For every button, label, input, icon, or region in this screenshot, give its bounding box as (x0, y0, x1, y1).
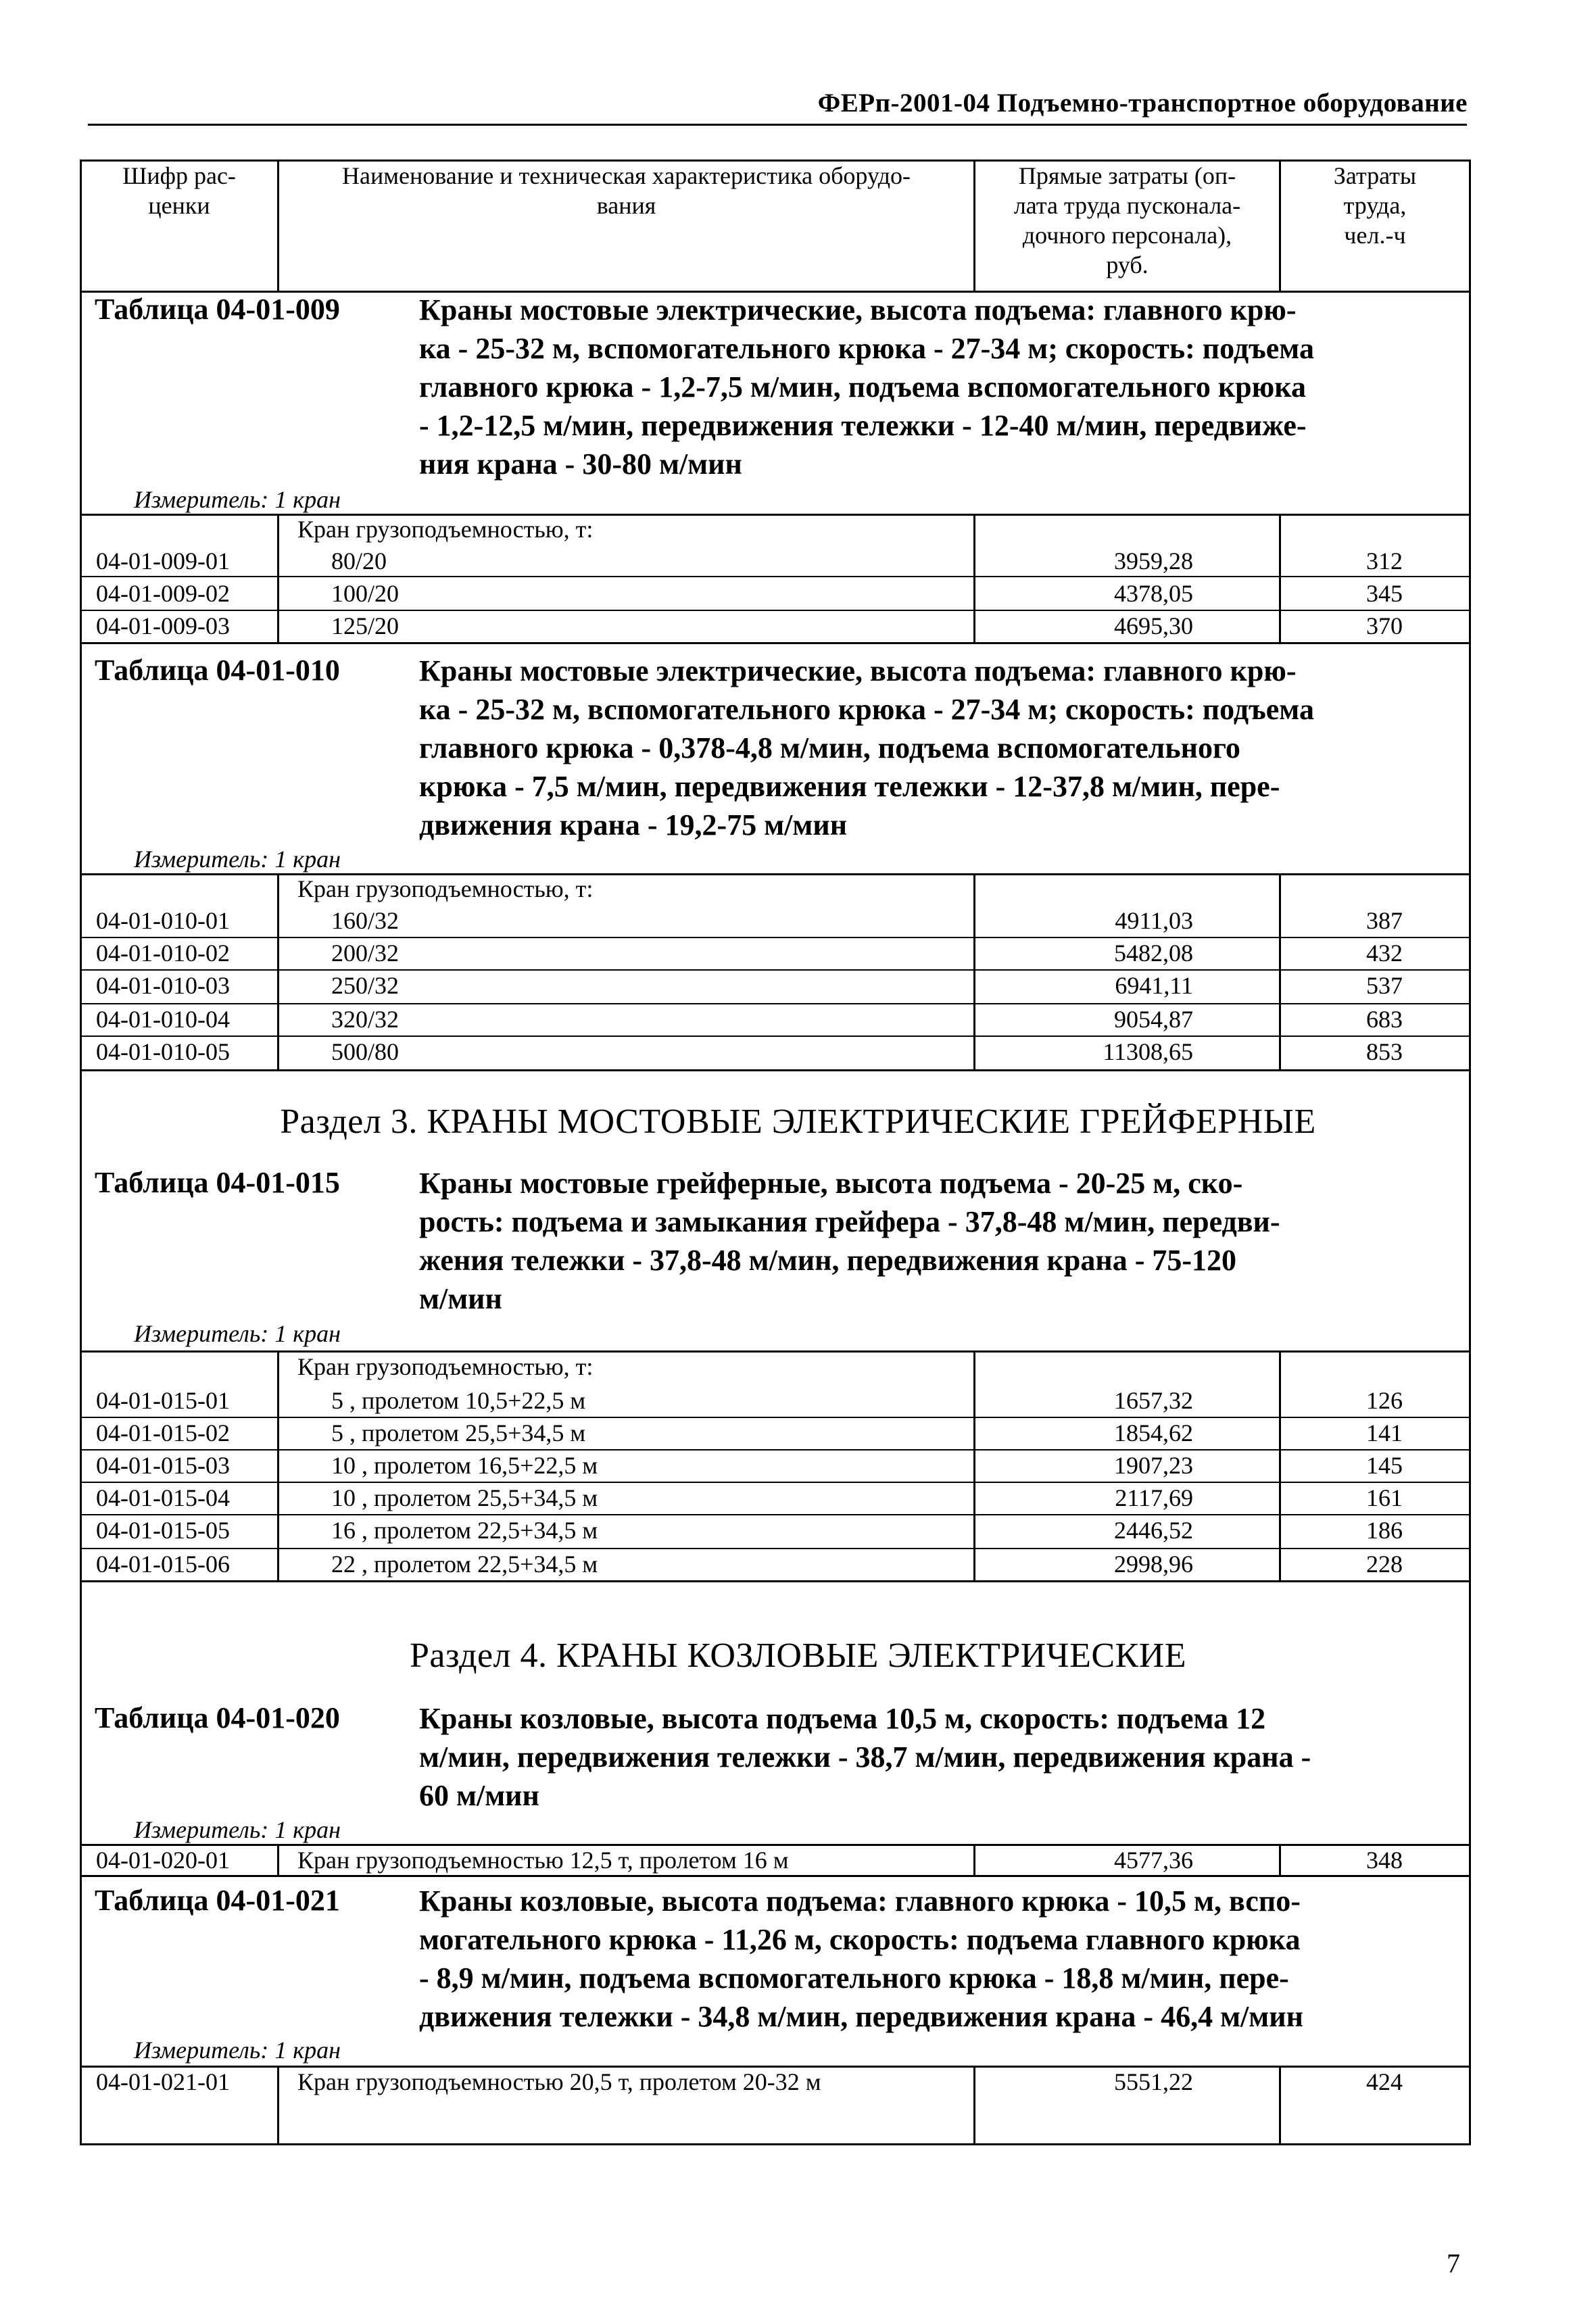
row-code: 04-01-009-03 (96, 612, 230, 639)
row-cost: 4577,36 (1114, 1847, 1193, 1874)
col-divider (1279, 1844, 1281, 1875)
row-labor: 853 (1366, 1038, 1403, 1065)
row-rule (80, 514, 1471, 516)
row-code: 04-01-015-03 (96, 1452, 230, 1479)
row-name: 500/80 (331, 1038, 400, 1065)
row-labor: 370 (1366, 612, 1403, 639)
row-name: 100/20 (331, 580, 400, 607)
table-title: Краны козловые, высота подъема 10,5 м, скорость: подъема 12 м/мин, передвижения тележки - 38,7 м/мин, передвижения крана - 60 м/мин (419, 1702, 1311, 1812)
row-labor: 141 (1366, 1419, 1403, 1446)
row-cost: 2998,96 (1114, 1551, 1193, 1578)
row-rule (80, 1003, 1471, 1004)
row-rule (80, 1514, 1471, 1515)
column-header-cost: Прямые затраты (оп- лата труда пусконала- дочного персонала), руб. (1013, 162, 1241, 278)
row-code: 04-01-009-02 (96, 580, 230, 607)
row-cost: 1907,23 (1114, 1452, 1193, 1479)
row-name: 80/20 (331, 547, 387, 575)
row-name: 5 , пролетом 25,5+34,5 м (331, 1419, 586, 1446)
row-name: 10 , пролетом 16,5+22,5 м (331, 1452, 598, 1479)
row-labor: 186 (1366, 1517, 1403, 1544)
row-code: 04-01-010-05 (96, 1038, 230, 1065)
row-rule (80, 969, 1471, 971)
section-heading: Раздел 4. КРАНЫ КОЗЛОВЫЕ ЭЛЕКТРИЧЕСКИЕ (409, 1636, 1187, 1675)
col-divider (277, 2066, 279, 2145)
table-title: Краны козловые, высота подъема: главного крюка - 10,5 м, вспо- могательного крюка - 11,26 м, скорость: подъема главного крюка - 8,9 м/мин, подъема вспомогательного крюка - 18,8 м/мин, пере- движения тележки - 34,8 м/мин, передвижения крана - 46,4 м/мин (419, 1884, 1303, 2033)
meter-unit: Измеритель: 1 кран (134, 2037, 341, 2064)
row-code: 04-01-015-02 (96, 1419, 230, 1446)
row-rule (80, 1482, 1471, 1483)
col-divider (277, 514, 279, 642)
row-name: 5 , пролетом 10,5+22,5 м (331, 1387, 586, 1414)
meter-unit: Измеритель: 1 кран (134, 486, 341, 513)
row-labor: 537 (1366, 972, 1403, 999)
row-rule (80, 576, 1471, 577)
row-name: 22 , пролетом 22,5+34,5 м (331, 1551, 598, 1578)
table-id: Таблица 04-01-015 (95, 1166, 340, 1199)
row-rule (80, 1069, 1471, 1071)
table-id: Таблица 04-01-010 (95, 654, 340, 687)
row-rule (80, 1417, 1471, 1418)
table-title: Краны мостовые электрические, высота подъема: главного крю- ка - 25-32 м, вспомогательного крюка - 27-34 м; скорость: подъема главного крюка - 1,2-7,5 м/мин, подъема вспомогательного крюка - 1,2-12,5 м/мин, передвижения тележки - 12-40 м/мин, передвиже- ния крана - 30-80 м/мин (419, 293, 1314, 481)
row-code: 04-01-020-01 (96, 1847, 230, 1874)
row-cost: 4911,03 (1115, 907, 1193, 934)
row-labor: 348 (1366, 1847, 1403, 1874)
meter-unit: Измеритель: 1 кран (134, 846, 341, 873)
document-title: ФЕРп-2001-04 Подъемно-транспортное оборудование (817, 89, 1468, 118)
row-rule (80, 873, 1471, 875)
row-cost: 1657,32 (1114, 1387, 1193, 1414)
col-divider (277, 1350, 279, 1580)
row-labor: 312 (1366, 547, 1403, 575)
row-code: 04-01-021-01 (96, 2068, 230, 2095)
col-divider (1279, 873, 1281, 1069)
col-divider (277, 1844, 279, 1875)
group-label: Кран грузоподъемностью, т: (297, 1353, 594, 1380)
row-rule (80, 2066, 1471, 2068)
col-divider (1279, 514, 1281, 642)
row-code: 04-01-009-01 (96, 547, 230, 575)
row-labor: 161 (1366, 1484, 1403, 1511)
row-cost: 5482,08 (1114, 940, 1193, 967)
table-id: Таблица 04-01-021 (95, 1884, 340, 1917)
row-rule (80, 610, 1471, 611)
row-name: 320/32 (331, 1006, 400, 1033)
row-rule (80, 1580, 1471, 1582)
row-code: 04-01-015-01 (96, 1387, 230, 1414)
row-code: 04-01-015-06 (96, 1551, 230, 1578)
column-header-labor: Затраты труда, чел.-ч (1333, 162, 1417, 249)
row-name: 10 , пролетом 25,5+34,5 м (331, 1484, 598, 1511)
row-cost: 4378,05 (1114, 580, 1193, 607)
row-cost: 2446,52 (1114, 1517, 1193, 1544)
row-cost: 3959,28 (1114, 547, 1193, 575)
group-label: Кран грузоподъемностью, т: (297, 875, 594, 902)
row-cost: 1854,62 (1114, 1419, 1193, 1446)
row-rule (80, 1875, 1471, 1877)
row-labor: 228 (1366, 1551, 1403, 1578)
row-labor: 126 (1366, 1387, 1403, 1414)
section-heading: Раздел 3. КРАНЫ МОСТОВЫЕ ЭЛЕКТРИЧЕСКИЕ ГРЕЙФЕРНЫЕ (280, 1102, 1316, 1141)
row-name: Кран грузоподъемностью 20,5 т, пролетом 20-32 м (297, 2068, 821, 2095)
row-code: 04-01-015-05 (96, 1517, 230, 1544)
row-cost: 4695,30 (1114, 612, 1193, 639)
meter-unit: Измеритель: 1 кран (134, 1816, 341, 1843)
row-name: 200/32 (331, 940, 400, 967)
row-cost: 9054,87 (1114, 1006, 1193, 1033)
row-labor: 387 (1366, 907, 1403, 934)
row-code: 04-01-010-01 (96, 907, 230, 934)
col-divider (277, 873, 279, 1069)
row-name: 125/20 (331, 612, 400, 639)
row-cost: 6941,11 (1115, 972, 1193, 999)
row-labor: 432 (1366, 940, 1403, 967)
row-labor: 345 (1366, 580, 1403, 607)
col-divider (1279, 2066, 1281, 2145)
table-id: Таблица 04-01-020 (95, 1701, 340, 1734)
row-code: 04-01-010-02 (96, 940, 230, 967)
row-name: 160/32 (331, 907, 400, 934)
row-name: 16 , пролетом 22,5+34,5 м (331, 1517, 598, 1544)
row-rule (80, 1035, 1471, 1037)
table-id: Таблица 04-01-009 (95, 293, 340, 326)
row-rule (80, 642, 1471, 644)
row-name: 250/32 (331, 972, 400, 999)
column-header-name: Наименование и техническая характеристика оборудо- вания (341, 162, 911, 219)
column-header-code: Шифр рас- ценки (122, 162, 236, 219)
col-divider (1279, 1350, 1281, 1580)
row-cost: 11308,65 (1103, 1038, 1193, 1065)
row-rule (80, 1548, 1471, 1549)
meter-unit: Измеритель: 1 кран (134, 1320, 341, 1347)
row-rule (80, 1844, 1471, 1846)
row-rule (80, 1449, 1471, 1451)
row-cost: 5551,22 (1114, 2068, 1193, 2095)
row-code: 04-01-010-04 (96, 1006, 230, 1033)
header-rule (88, 124, 1467, 126)
group-label: Кран грузоподъемностью, т: (297, 516, 594, 543)
table-title: Краны мостовые электрические, высота подъема: главного крю- ка - 25-32 м, вспомогательного крюка - 27-34 м; скорость: подъема главного крюка - 0,378-4,8 м/мин, подъема вспомогательного крюка - 7,5 м/мин, передвижения тележки - 12-37,8 м/мин, пере- движения крана - 19,2-75 м/мин (419, 654, 1314, 842)
row-name: Кран грузоподъемностью 12,5 т, пролетом 16 м (297, 1847, 789, 1874)
row-code: 04-01-010-03 (96, 972, 230, 999)
row-cost: 2117,69 (1115, 1484, 1193, 1511)
row-labor: 145 (1366, 1452, 1403, 1479)
table-title: Краны мостовые грейферные, высота подъема - 20-25 м, ско- рость: подъема и замыкания грейфера - 37,8-48 м/мин, передви- жения тележки - 37,8-48 м/мин, передвижения крана - 75-120 м/мин (419, 1167, 1280, 1315)
page-number: 7 (1447, 2248, 1460, 2279)
row-rule (80, 937, 1471, 938)
row-rule (80, 1350, 1471, 1353)
row-labor: 683 (1366, 1006, 1403, 1033)
row-labor: 424 (1366, 2068, 1403, 2095)
row-code: 04-01-015-04 (96, 1484, 230, 1511)
